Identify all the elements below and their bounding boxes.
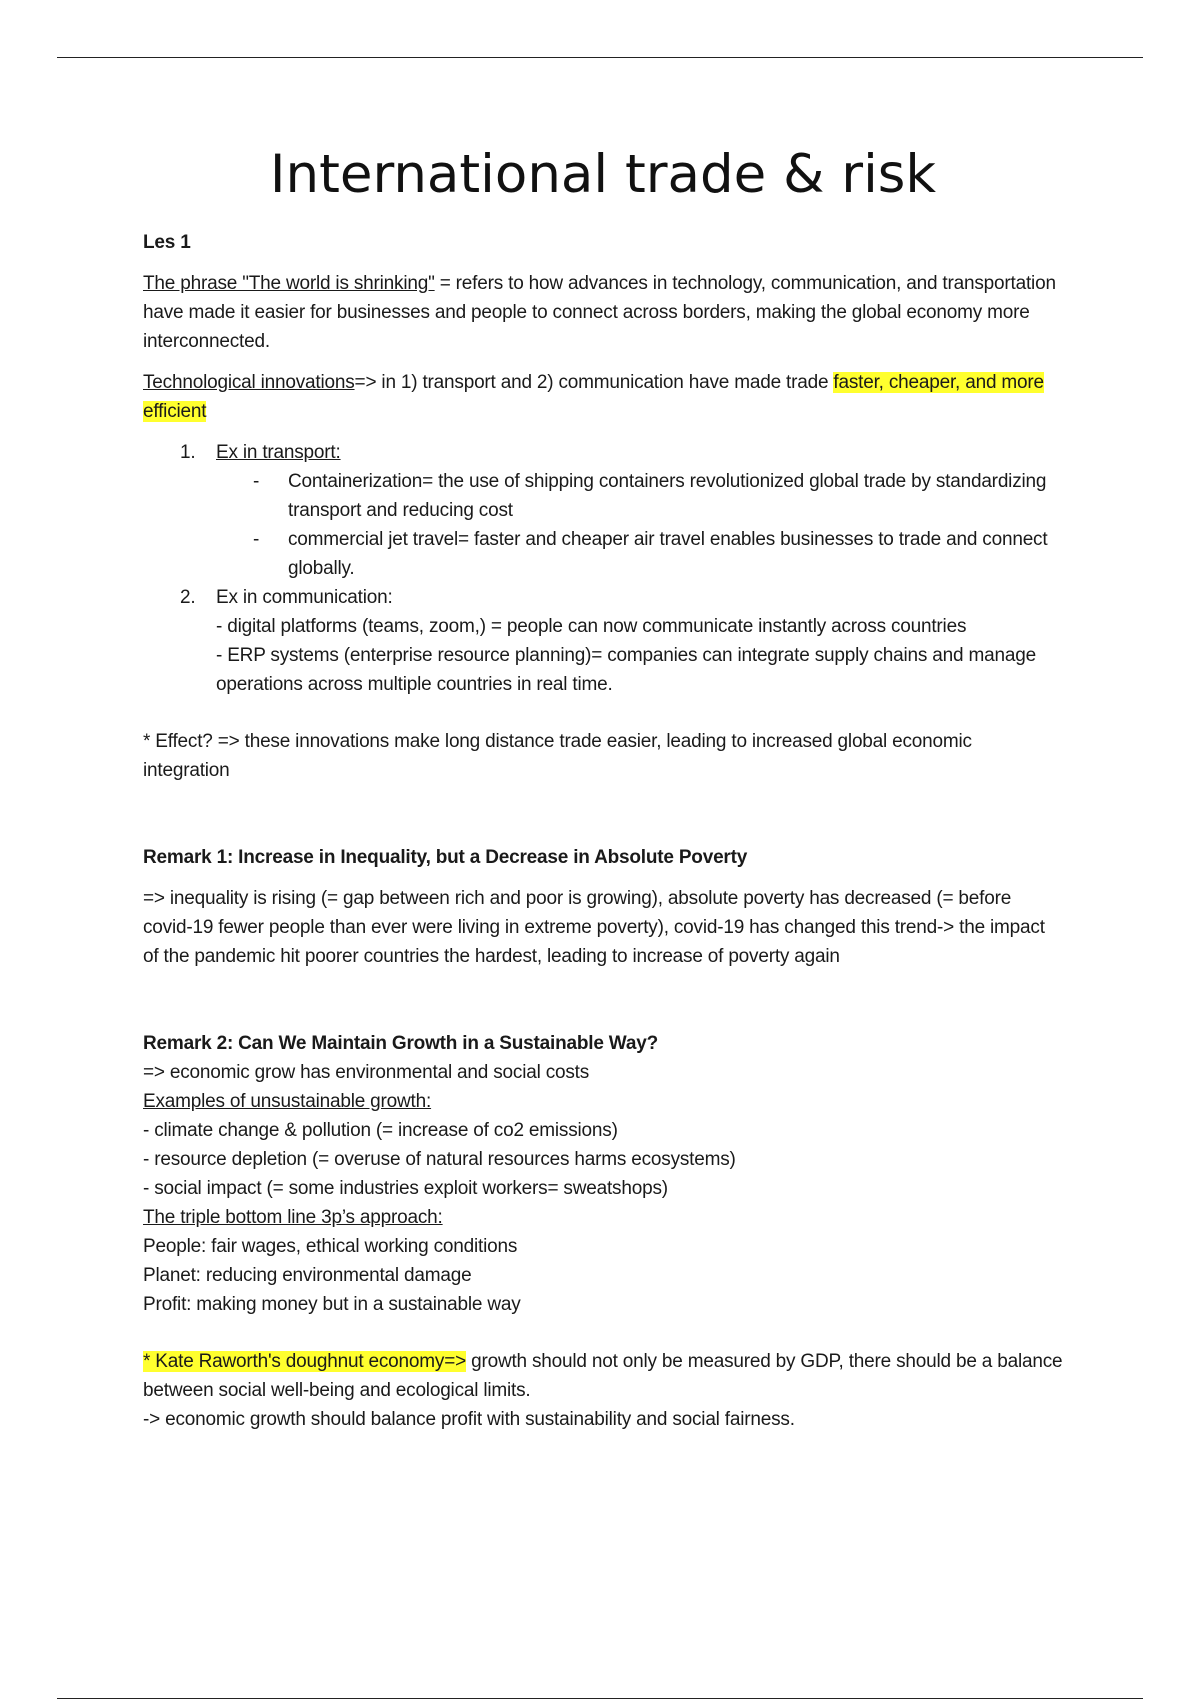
intro-text: = refers to how advances in technology, communication, and transportation have made it easier for businesses and people to connect across borders, making the global economy more interconnected. — [143, 273, 1056, 352]
bullet-item — [143, 467, 1063, 525]
bullet-dash: - — [253, 529, 260, 550]
bullet-dash: - — [253, 471, 260, 492]
list-line: - digital platforms (teams, zoom,) = people can now communicate instantly across countries — [216, 616, 967, 637]
intro-term: The phrase "The world is shrinking" — [143, 273, 435, 294]
list-label: Ex in communication: — [216, 587, 393, 608]
effect-paragraph: * Effect? => these innovations make long distance trade easier, leading to increased global economic integration — [143, 731, 972, 781]
intro-paragraph — [143, 269, 1063, 356]
page-title: International trade & risk — [269, 144, 937, 205]
remark1-heading: Remark 1: Increase in Inequality, but a Decrease in Absolute Poverty — [143, 847, 748, 868]
example-line: - climate change & pollution (= increase of co2 emissions) — [143, 1120, 618, 1141]
bullet-text: Containerization= the use of shipping containers revolutionized global trade by standardizing transport and reducing cost — [288, 471, 1047, 521]
list-number: 2. — [180, 587, 196, 608]
tech-text: => in 1) transport and 2) communication have made trade — [354, 372, 834, 393]
list-item-transport — [143, 438, 1063, 467]
tech-term: Technological innovations — [143, 372, 355, 393]
examples-label: Examples of unsustainable growth: — [143, 1091, 432, 1112]
lesson-heading: Les 1 — [143, 232, 191, 253]
doughnut-text: growth should not only be measured by GDP, there should be a balance between social well-being and ecological limits. — [143, 1351, 1063, 1401]
list-item-communication — [143, 583, 1063, 612]
document-body — [143, 130, 1063, 1434]
remark1-paragraph: => inequality is rising (= gap between rich and poor is growing), absolute poverty has decreased (= before covid-19 fewer people than ever were living in extreme poverty), covid-19 has changed this trend-> the impact of the pandemic hit poorer countries the hardest, leading to increase of poverty again — [143, 888, 1045, 967]
tbl-line: Profit: making money but in a sustainable way — [143, 1294, 521, 1315]
remark2-intro: => economic grow has environmental and social costs — [143, 1062, 590, 1083]
bullet-text: commercial jet travel= faster and cheaper air travel enables businesses to trade and connect globally. — [288, 529, 1048, 579]
doughnut-highlight: * Kate Raworth's doughnut economy=> — [143, 1351, 467, 1372]
list-number: 1. — [180, 442, 196, 463]
tbl-label: The triple bottom line 3p’s approach: — [143, 1207, 443, 1228]
tech-highlight: faster, cheaper, and more efficient — [143, 372, 1044, 422]
tbl-line: Planet: reducing environmental damage — [143, 1265, 472, 1286]
example-line: - resource depletion (= overuse of natural resources harms ecosystems) — [143, 1149, 736, 1170]
doughnut-paragraph — [143, 1347, 1063, 1405]
list-line: - ERP systems (enterprise resource planning)= companies can integrate supply chains and manage operations across multiple countries in real time. — [216, 645, 1036, 695]
doughnut-conclusion: -> economic growth should balance profit with sustainability and social fairness. — [143, 1409, 795, 1430]
list-label: Ex in transport: — [216, 442, 341, 463]
bottom-rule — [57, 1698, 1143, 1699]
remark2-heading: Remark 2: Can We Maintain Growth in a Sustainable Way? — [143, 1033, 658, 1054]
tech-paragraph — [143, 368, 1063, 426]
bullet-item — [143, 525, 1063, 583]
top-rule — [57, 57, 1143, 58]
example-line: - social impact (= some industries exploit workers= sweatshops) — [143, 1178, 668, 1199]
tbl-line: People: fair wages, ethical working conditions — [143, 1236, 518, 1257]
